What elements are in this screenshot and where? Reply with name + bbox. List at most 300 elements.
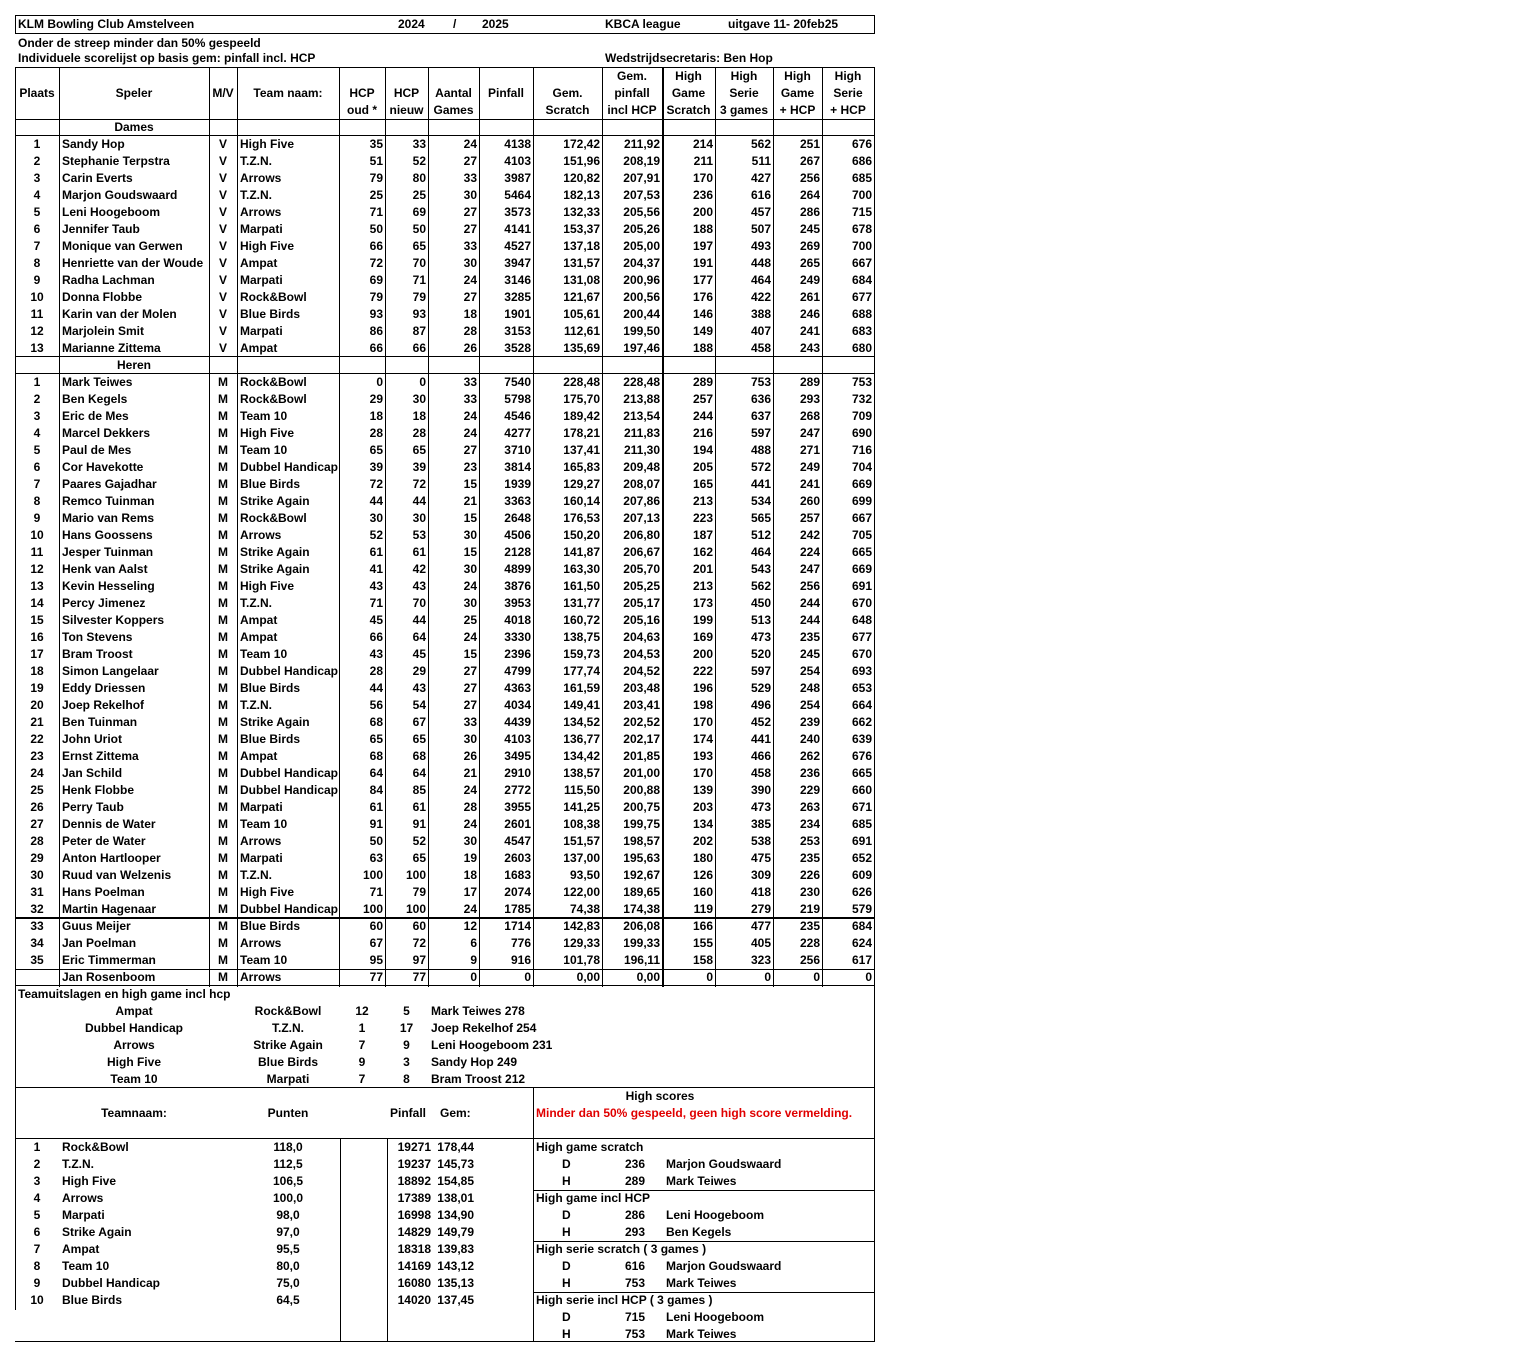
heren-row-games: 33 — [463, 375, 477, 389]
result-away-team: Marpati — [266, 1072, 310, 1086]
below-row-hcp-old: 60 — [369, 919, 383, 933]
high-score-category: High game incl HCP — [536, 1191, 651, 1205]
heren-row-gender: M — [218, 885, 228, 899]
below-row-gender: M — [218, 936, 228, 950]
heren-row-avg-scratch: 131,77 — [563, 596, 600, 610]
heren-row-player: Henk van Aalst — [62, 562, 148, 576]
dames-row-hcp-new: 33 — [412, 137, 426, 151]
heren-row-avg-scratch: 138,75 — [563, 630, 600, 644]
heren-row-place: 3 — [33, 409, 41, 423]
heren-row-hcp-old: 52 — [369, 528, 383, 542]
standing-points: 112,5 — [273, 1157, 303, 1171]
heren-row-avg-incl-hcp: 203,41 — [623, 698, 660, 712]
heren-row-avg-scratch: 165,83 — [563, 460, 600, 474]
heren-row-avg-scratch: 161,59 — [563, 681, 600, 695]
heren-row-team: Team 10 — [240, 647, 288, 661]
heren-row-hs-hcp: 716 — [851, 443, 872, 457]
heren-row-hg-hcp: 253 — [799, 834, 820, 848]
heren-row-gender: M — [218, 596, 228, 610]
dames-row-gender: V — [218, 290, 227, 304]
result-high-game: Bram Troost 212 — [431, 1072, 526, 1086]
dames-row-gender: V — [218, 273, 227, 287]
heren-row-player: Ernst Zittema — [62, 749, 139, 763]
standing-place: 2 — [33, 1157, 41, 1171]
dames-row-hg-hcp: 245 — [799, 222, 820, 236]
dames-row-player: Marianne Zittema — [62, 341, 161, 355]
dames-row-hs-scratch: 493 — [750, 239, 771, 253]
dames-row-games: 30 — [463, 188, 477, 202]
heren-row-place: 4 — [33, 426, 41, 440]
heren-row-avg-incl-hcp: 189,65 — [623, 885, 660, 899]
heren-row-avg-incl-hcp: 207,86 — [623, 494, 660, 508]
heren-row-place: 25 — [30, 783, 44, 797]
heren-row-games: 25 — [463, 613, 477, 627]
dames-row-hs-scratch: 464 — [750, 273, 771, 287]
col-header-high-serie: Serie — [729, 86, 759, 100]
heren-row-team: T.Z.N. — [240, 868, 272, 882]
dames-row-hs-scratch: 511 — [751, 154, 771, 168]
heren-row-hg-hcp: 256 — [799, 579, 820, 593]
heren-row-team: Team 10 — [240, 443, 288, 457]
result-away-points: 8 — [403, 1072, 410, 1086]
standing-points: 97,0 — [276, 1225, 300, 1239]
dames-row-player: Stephanie Terpstra — [62, 154, 170, 168]
dames-row-hs-scratch: 427 — [750, 171, 771, 185]
heren-row-gender: M — [218, 613, 228, 627]
standing-team: High Five — [62, 1174, 117, 1188]
heren-row-avg-incl-hcp: 204,63 — [623, 630, 660, 644]
below-row-avg-incl-hcp: 206,08 — [623, 919, 660, 933]
standing-team: Arrows — [62, 1191, 104, 1205]
dames-row-hg-scratch: 188 — [692, 341, 713, 355]
dames-row-hcp-old: 71 — [369, 205, 383, 219]
heren-row-games: 24 — [463, 426, 477, 440]
standing-avg: 145,73 — [437, 1157, 474, 1171]
dames-row-gender: V — [218, 188, 227, 202]
standing-place: 10 — [30, 1293, 44, 1307]
heren-row-avg-scratch: 189,42 — [563, 409, 600, 423]
heren-row-hcp-old: 41 — [369, 562, 383, 576]
heren-row-games: 24 — [463, 579, 477, 593]
col-line — [209, 67, 210, 987]
heren-row-hcp-new: 53 — [412, 528, 426, 542]
heren-row-place: 32 — [30, 902, 44, 916]
col-header-hcp-oud: HCP — [349, 86, 375, 100]
dames-row-hcp-new: 66 — [412, 341, 426, 355]
heren-row-hg-hcp: 236 — [799, 766, 820, 780]
col-header-high-game-scratch: High — [675, 69, 702, 83]
heren-row-hs-scratch: 753 — [750, 375, 771, 389]
dames-row-team: Ampat — [240, 256, 278, 270]
dames-row-avg-scratch: 112,61 — [563, 324, 600, 338]
heren-row-gender: M — [218, 494, 228, 508]
col-line — [237, 67, 238, 987]
heren-row-avg-incl-hcp: 205,70 — [623, 562, 660, 576]
heren-row-team: Rock&Bowl — [240, 392, 307, 406]
high-score-gender: H — [562, 1174, 571, 1188]
heren-row-games: 30 — [463, 528, 477, 542]
dames-row-hg-hcp: 269 — [799, 239, 820, 253]
heren-row-place: 12 — [30, 562, 44, 576]
dames-row-avg-incl-hcp: 208,19 — [623, 154, 660, 168]
heren-row-gender: M — [218, 783, 228, 797]
heren-row-gender: M — [218, 630, 228, 644]
below-row-games: 9 — [470, 953, 477, 967]
dames-row-place: 3 — [33, 171, 41, 185]
heren-row-pinfall: 3953 — [504, 596, 531, 610]
col-header-gem-incl-hcp: Gem. — [616, 69, 647, 83]
dames-row-avg-scratch: 172,42 — [563, 137, 600, 151]
high-score-category: High game scratch — [536, 1140, 644, 1154]
heren-row-hg-scratch: 257 — [692, 392, 713, 406]
dames-row-player: Marjolein Smit — [62, 324, 145, 338]
dames-row-hg-hcp: 286 — [799, 205, 820, 219]
below-row-hg-scratch: 0 — [706, 970, 713, 984]
heren-row-hg-hcp: 244 — [799, 596, 820, 610]
dames-row-hg-hcp: 267 — [799, 154, 820, 168]
below-row-hg-scratch: 155 — [692, 936, 713, 950]
col-header-plaats: Plaats — [19, 86, 55, 100]
dames-row-hg-scratch: 170 — [692, 171, 713, 185]
heren-row-hcp-new: 65 — [412, 732, 426, 746]
dames-row-pinfall: 4141 — [504, 222, 531, 236]
heren-row-avg-incl-hcp: 205,25 — [623, 579, 660, 593]
heren-row-hcp-new: 18 — [412, 409, 426, 423]
league-name: KBCA league — [605, 17, 681, 31]
heren-row-games: 27 — [463, 681, 477, 695]
below-row-pinfall: 776 — [510, 936, 531, 950]
heren-row-hs-hcp: 691 — [851, 834, 872, 848]
below-row-player: Jan Poelman — [62, 936, 137, 950]
heren-row-team: Blue Birds — [240, 681, 301, 695]
dames-row-avg-scratch: 151,96 — [563, 154, 600, 168]
result-away-points: 3 — [403, 1055, 410, 1069]
heren-row-hg-hcp: 235 — [799, 630, 820, 644]
heren-row-player: Ben Kegels — [62, 392, 128, 406]
heren-row-hcp-old: 43 — [369, 647, 383, 661]
heren-row-avg-scratch: 160,14 — [563, 494, 600, 508]
heren-row-hcp-old: 100 — [362, 868, 383, 882]
heren-row-gender: M — [218, 392, 228, 406]
club-name: KLM Bowling Club Amstelveen — [18, 17, 195, 31]
heren-row-games: 19 — [463, 851, 477, 865]
standing-avg: 134,90 — [437, 1208, 474, 1222]
dames-row-hg-scratch: 197 — [692, 239, 713, 253]
heren-row-hg-hcp: 240 — [799, 732, 820, 746]
standing-team: Ampat — [62, 1242, 100, 1256]
season-start: 2024 — [398, 17, 425, 31]
heren-row-hg-scratch: 165 — [692, 477, 713, 491]
heren-row-pinfall: 4277 — [504, 426, 531, 440]
dames-row-avg-incl-hcp: 204,37 — [623, 256, 660, 270]
section-heren: Heren — [116, 358, 151, 372]
heren-row-gender: M — [218, 715, 228, 729]
dames-row-games: 26 — [463, 341, 477, 355]
dames-row-avg-incl-hcp: 207,53 — [623, 188, 660, 202]
heren-row-pinfall: 3876 — [504, 579, 531, 593]
heren-row-place: 17 — [30, 647, 44, 661]
heren-row-hg-scratch: 134 — [692, 817, 713, 831]
heren-row-hcp-old: 100 — [362, 902, 383, 916]
dames-row-games: 27 — [463, 205, 477, 219]
standing-place: 6 — [33, 1225, 41, 1239]
high-score-value: 616 — [624, 1259, 645, 1273]
heren-row-avg-scratch: 108,38 — [563, 817, 600, 831]
heren-row-player: John Uriot — [62, 732, 122, 746]
dames-row-hg-scratch: 214 — [692, 137, 713, 151]
heren-row-avg-scratch: 228,48 — [563, 375, 600, 389]
header-box-right — [874, 15, 875, 34]
heren-row-hs-hcp: 669 — [851, 477, 872, 491]
high-score-gender: H — [562, 1225, 571, 1239]
col-header-gem-scratch: Scratch — [545, 103, 590, 117]
heren-row-hs-hcp: 709 — [851, 409, 872, 423]
heren-row-place: 23 — [30, 749, 44, 763]
standing-points: 80,0 — [276, 1259, 300, 1273]
result-home-points: 12 — [355, 1004, 369, 1018]
heren-row-avg-scratch: 175,70 — [563, 392, 600, 406]
below-row-team: Team 10 — [240, 953, 288, 967]
heren-row-avg-incl-hcp: 200,88 — [623, 783, 660, 797]
dames-row-place: 9 — [33, 273, 41, 287]
standing-points: 118,0 — [273, 1140, 303, 1154]
heren-row-hs-scratch: 637 — [750, 409, 771, 423]
col-header-high-game-hcp: + HCP — [779, 103, 816, 117]
result-home-team: Arrows — [113, 1038, 155, 1052]
heren-row-games: 30 — [463, 834, 477, 848]
heren-row-hg-hcp: 257 — [799, 511, 820, 525]
standing-place: 8 — [33, 1259, 41, 1273]
heren-row-avg-incl-hcp: 201,85 — [623, 749, 660, 763]
below-row-hcp-old: 95 — [369, 953, 383, 967]
heren-row-pinfall: 4899 — [504, 562, 531, 576]
heren-row-games: 15 — [463, 511, 477, 525]
heren-row-hcp-old: 18 — [369, 409, 383, 423]
dames-row-place: 4 — [33, 188, 41, 202]
heren-row-hs-scratch: 390 — [750, 783, 771, 797]
below-row-avg-incl-hcp: 196,11 — [623, 953, 660, 967]
result-high-game: Leni Hoogeboom 231 — [431, 1038, 553, 1052]
col-header-mv: M/V — [212, 86, 234, 100]
heren-row-hcp-old: 68 — [369, 749, 383, 763]
heren-row-hg-hcp: 247 — [799, 426, 820, 440]
dames-row-pinfall: 4103 — [504, 154, 531, 168]
heren-row-team: Rock&Bowl — [240, 511, 307, 525]
standing-points: 95,5 — [276, 1242, 300, 1256]
dames-row-avg-scratch: 132,33 — [563, 205, 600, 219]
heren-row-hs-hcp: 639 — [851, 732, 872, 746]
result-away-points: 5 — [403, 1004, 410, 1018]
standing-team: Dubbel Handicap — [62, 1276, 161, 1290]
dames-row-place: 12 — [30, 324, 44, 338]
below-row-avg-scratch: 101,78 — [563, 953, 600, 967]
heren-row-games: 24 — [463, 783, 477, 797]
dames-row-pinfall: 3947 — [504, 256, 531, 270]
heren-row-gender: M — [218, 834, 228, 848]
heren-row-hg-scratch: 213 — [692, 494, 713, 508]
heren-row-player: Cor Havekotte — [62, 460, 144, 474]
heren-row-games: 21 — [463, 766, 477, 780]
heren-row-games: 27 — [463, 698, 477, 712]
high-score-divider — [533, 1190, 875, 1191]
dames-row-avg-incl-hcp: 200,96 — [623, 273, 660, 287]
dames-row-place: 11 — [30, 307, 44, 321]
result-away-team: Strike Again — [253, 1038, 323, 1052]
standing-avg: 149,79 — [437, 1225, 474, 1239]
heren-row-hcp-new: 72 — [412, 477, 426, 491]
heren-row-gender: M — [218, 460, 228, 474]
col-header-high-game-hcp: High — [784, 69, 811, 83]
heren-row-place: 16 — [30, 630, 44, 644]
heren-row-hg-hcp: 239 — [799, 715, 820, 729]
heren-row-pinfall: 4363 — [504, 681, 531, 695]
heren-row-avg-scratch: 137,41 — [563, 443, 600, 457]
standing-team: T.Z.N. — [62, 1157, 94, 1171]
heren-row-hg-hcp: 226 — [799, 868, 820, 882]
heren-row-gender: M — [218, 698, 228, 712]
heren-row-gender: M — [218, 851, 228, 865]
dames-row-games: 24 — [463, 137, 477, 151]
dames-row-team: High Five — [240, 239, 295, 253]
dames-row-hs-scratch: 507 — [750, 222, 771, 236]
high-score-value: 286 — [624, 1208, 645, 1222]
heren-row-player: Kevin Hesseling — [62, 579, 155, 593]
heren-row-hg-scratch: 169 — [692, 630, 713, 644]
heren-row-pinfall: 7540 — [504, 375, 531, 389]
heren-row-gender: M — [218, 443, 228, 457]
below-row-place: 35 — [30, 953, 44, 967]
heren-row-gender: M — [218, 511, 228, 525]
dames-row-hcp-old: 51 — [369, 154, 383, 168]
heren-row-avg-scratch: 159,73 — [563, 647, 600, 661]
standings-header-pinfall: Pinfall — [389, 1106, 426, 1120]
heren-row-hg-scratch: 202 — [692, 834, 713, 848]
heren-row-avg-scratch: 137,00 — [563, 851, 600, 865]
heren-row-player: Jesper Tuinman — [62, 545, 154, 559]
heren-row-place: 27 — [30, 817, 44, 831]
heren-row-hcp-old: 71 — [369, 596, 383, 610]
result-home-points: 7 — [358, 1072, 366, 1086]
heren-row-player: Eddy Driessen — [62, 681, 146, 695]
heren-row-hs-scratch: 562 — [750, 579, 771, 593]
dames-row-hs-hcp: 667 — [851, 256, 872, 270]
heren-row-hs-hcp: 705 — [851, 528, 872, 542]
dames-row-avg-incl-hcp: 200,56 — [623, 290, 660, 304]
dames-row-hg-scratch: 149 — [692, 324, 713, 338]
heren-row-hs-scratch: 418 — [750, 885, 771, 899]
below-row-hg-hcp: 235 — [799, 919, 820, 933]
heren-row-hg-scratch: 126 — [692, 868, 713, 882]
heren-row-avg-incl-hcp: 213,54 — [623, 409, 660, 423]
heren-row-pinfall: 2910 — [504, 766, 531, 780]
below-row-hs-hcp: 684 — [851, 919, 872, 933]
heren-row-hs-scratch: 473 — [750, 800, 771, 814]
below-row-avg-scratch: 0,00 — [576, 970, 600, 984]
high-score-player: Marjon Goudswaard — [666, 1259, 782, 1273]
dames-row-avg-incl-hcp: 197,46 — [623, 341, 660, 355]
heren-row-hcp-old: 44 — [369, 494, 383, 508]
rosenboom-line — [15, 969, 875, 970]
heren-row-place: 22 — [30, 732, 44, 746]
heren-row-player: Martin Hagenaar — [62, 902, 157, 916]
high-score-gender: H — [562, 1276, 571, 1290]
below-row-hcp-new: 97 — [412, 953, 426, 967]
heren-row-avg-scratch: 149,41 — [563, 698, 600, 712]
heren-row-pinfall: 4506 — [504, 528, 531, 542]
dames-row-team: Marpati — [240, 324, 283, 338]
heren-row-place: 20 — [30, 698, 44, 712]
heren-row-hg-scratch: 170 — [692, 766, 713, 780]
high-score-gender: D — [562, 1310, 571, 1324]
dames-row-hcp-old: 86 — [369, 324, 383, 338]
below-row-team: Blue Birds — [240, 919, 301, 933]
col-header-high-serie: 3 games — [719, 103, 769, 117]
dames-row-team: Blue Birds — [240, 307, 301, 321]
dames-row-gender: V — [218, 307, 227, 321]
standing-team: Team 10 — [62, 1259, 110, 1273]
heren-row-games: 30 — [463, 596, 477, 610]
heren-row-hcp-old: 61 — [369, 800, 383, 814]
heren-row-avg-scratch: 93,50 — [569, 868, 600, 882]
result-home-points: 9 — [358, 1055, 366, 1069]
dames-row-pinfall: 3528 — [504, 341, 531, 355]
heren-row-gender: M — [218, 409, 228, 423]
heren-row-team: High Five — [240, 579, 295, 593]
col-header-high-game-hcp: Game — [780, 86, 815, 100]
heren-row-hcp-old: 71 — [369, 885, 383, 899]
dames-row-avg-incl-hcp: 200,44 — [623, 307, 660, 321]
dames-row-hcp-old: 66 — [369, 239, 383, 253]
heren-row-hcp-new: 29 — [412, 664, 426, 678]
heren-row-player: Joep Rekelhof — [62, 698, 145, 712]
dames-row-pinfall: 3285 — [504, 290, 531, 304]
heren-row-hs-hcp: 685 — [851, 817, 872, 831]
standing-place: 5 — [33, 1208, 41, 1222]
heren-row-place: 13 — [30, 579, 44, 593]
heren-row-hcp-new: 68 — [412, 749, 426, 763]
col-line — [874, 67, 875, 987]
below-row-games: 12 — [463, 919, 477, 933]
dames-row-hcp-old: 93 — [369, 307, 383, 321]
dames-row-gender: V — [218, 171, 227, 185]
below-row-hcp-new: 77 — [412, 970, 426, 984]
heren-row-avg-scratch: 178,21 — [563, 426, 600, 440]
heren-row-player: Henk Flobbe — [62, 783, 135, 797]
heren-row-games: 28 — [463, 800, 477, 814]
heren-row-games: 30 — [463, 732, 477, 746]
below-row-hs-hcp: 0 — [865, 970, 872, 984]
dames-row-hcp-new: 25 — [412, 188, 426, 202]
dames-row-hg-hcp: 241 — [799, 324, 820, 338]
result-home-team: Dubbel Handicap — [84, 1021, 183, 1035]
dames-row-place: 13 — [30, 341, 44, 355]
heren-row-hg-hcp: 234 — [799, 817, 820, 831]
heren-row-hs-scratch: 458 — [750, 766, 771, 780]
heren-row-hs-hcp: 579 — [851, 902, 872, 916]
result-high-game: Mark Teiwes 278 — [431, 1004, 525, 1018]
high-scores-title: High scores — [625, 1089, 695, 1103]
below-row-hs-hcp: 617 — [851, 953, 872, 967]
dames-row-pinfall: 5464 — [504, 188, 531, 202]
dames-row-avg-scratch: 153,37 — [563, 222, 600, 236]
heren-row-player: Paares Gajadhar — [62, 477, 157, 491]
heren-row-hcp-old: 65 — [369, 443, 383, 457]
standing-pinfall: 19271 — [397, 1140, 431, 1154]
heren-row-team: Arrows — [240, 528, 282, 542]
heren-row-place: 21 — [30, 715, 44, 729]
heren-row-games: 18 — [463, 868, 477, 882]
dames-bottom — [15, 356, 875, 357]
